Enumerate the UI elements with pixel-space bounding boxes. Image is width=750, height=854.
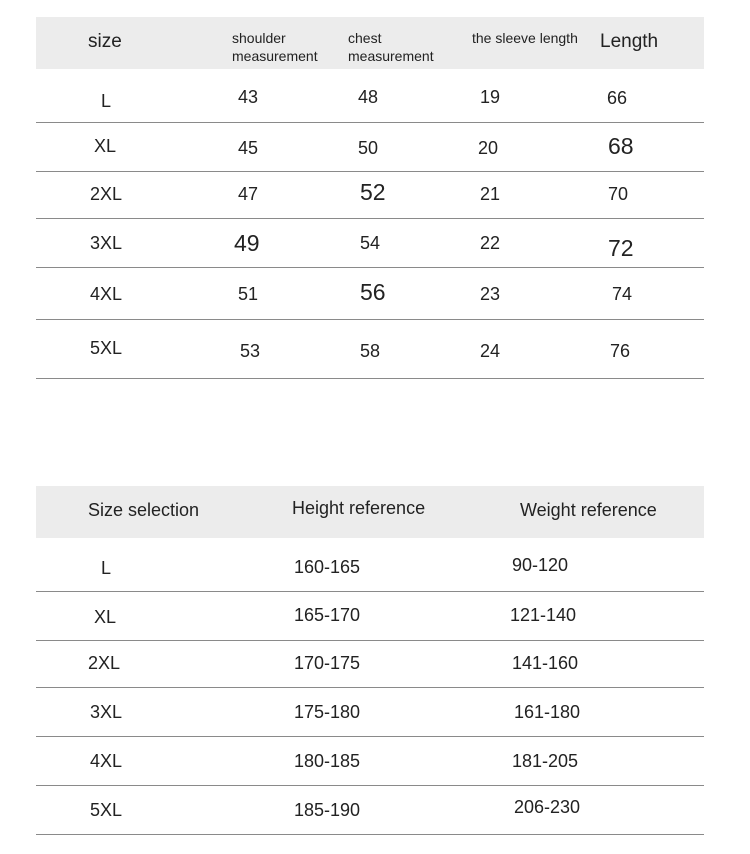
- cell-shoulder: 45: [238, 138, 259, 158]
- cell-chest: 48: [358, 87, 379, 107]
- table-row: [36, 786, 704, 835]
- cell-size: XL: [94, 607, 117, 627]
- cell-sleeve: 22: [480, 233, 501, 253]
- table-row: [36, 320, 704, 379]
- cell-length: 70: [608, 184, 629, 204]
- table-row: [36, 688, 704, 737]
- cell-size: 2XL: [88, 653, 121, 673]
- cell-weight: 90-120: [512, 555, 569, 575]
- table-row: [36, 538, 704, 592]
- cell-chest: 56: [360, 279, 386, 305]
- cell-chest: 58: [360, 341, 381, 361]
- cell-weight: 161-180: [514, 702, 581, 722]
- cell-size: 5XL: [90, 800, 123, 820]
- cell-shoulder: 51: [238, 284, 259, 304]
- header-height-reference: Height reference: [292, 498, 426, 518]
- cell-weight: 181-205: [512, 751, 579, 771]
- table-row: [36, 219, 704, 268]
- cell-size: 2XL: [90, 184, 123, 204]
- cell-size: 3XL: [90, 233, 123, 253]
- cell-size: XL: [94, 136, 117, 156]
- cell-sleeve: 24: [480, 341, 501, 361]
- header-chest-line1: chest: [348, 30, 382, 46]
- cell-size: 5XL: [90, 338, 123, 358]
- cell-length: 74: [612, 284, 633, 304]
- header-chest: [348, 29, 434, 65]
- cell-chest: 54: [360, 233, 381, 253]
- cell-shoulder: 43: [238, 87, 259, 107]
- table-row: [36, 69, 704, 123]
- size-reference-table: [36, 486, 704, 836]
- cell-size: L: [101, 91, 112, 111]
- cell-shoulder: 49: [234, 230, 260, 256]
- table-row: [36, 641, 704, 688]
- table-header: [36, 486, 704, 538]
- header-length: Length: [600, 31, 659, 52]
- cell-sleeve: 21: [480, 184, 501, 204]
- cell-sleeve: 19: [480, 87, 501, 107]
- cell-shoulder: 53: [240, 341, 261, 361]
- cell-chest: 52: [360, 179, 386, 205]
- header-shoulder: [232, 29, 318, 65]
- header-size: size: [88, 31, 122, 52]
- cell-sleeve: 23: [480, 284, 501, 304]
- cell-height: 180-185: [294, 751, 361, 771]
- cell-size: L: [101, 558, 112, 578]
- cell-size: 4XL: [90, 751, 123, 771]
- cell-weight: 141-160: [512, 653, 579, 673]
- header-shoulder-line2: measurement: [232, 48, 318, 64]
- cell-length: 72: [608, 235, 634, 261]
- cell-length: 66: [607, 88, 628, 108]
- table-row: [36, 737, 704, 786]
- cell-size: 4XL: [90, 284, 123, 304]
- cell-height: 165-170: [294, 605, 361, 625]
- cell-sleeve: 20: [478, 138, 499, 158]
- table-row: [36, 268, 704, 320]
- cell-length: 76: [610, 341, 631, 361]
- table-header: [36, 17, 704, 69]
- cell-weight: 121-140: [510, 605, 577, 625]
- cell-height: 170-175: [294, 653, 361, 673]
- cell-height: 160-165: [294, 557, 361, 577]
- cell-chest: 50: [358, 138, 379, 158]
- header-weight-reference: Weight reference: [520, 500, 657, 520]
- header-size-selection: Size selection: [88, 500, 200, 520]
- table-row: [36, 592, 704, 641]
- cell-length: 68: [608, 133, 634, 159]
- header-shoulder-line1: shoulder: [232, 30, 286, 46]
- cell-height: 175-180: [294, 702, 361, 722]
- cell-weight: 206-230: [514, 797, 581, 817]
- cell-size: 3XL: [90, 702, 123, 722]
- table-row: [36, 123, 704, 172]
- cell-height: 185-190: [294, 800, 361, 820]
- size-measurement-table: [36, 17, 704, 379]
- header-chest-line2: measurement: [348, 48, 434, 64]
- table-row: [36, 172, 704, 219]
- header-sleeve: the sleeve length: [472, 30, 578, 46]
- cell-shoulder: 47: [238, 184, 259, 204]
